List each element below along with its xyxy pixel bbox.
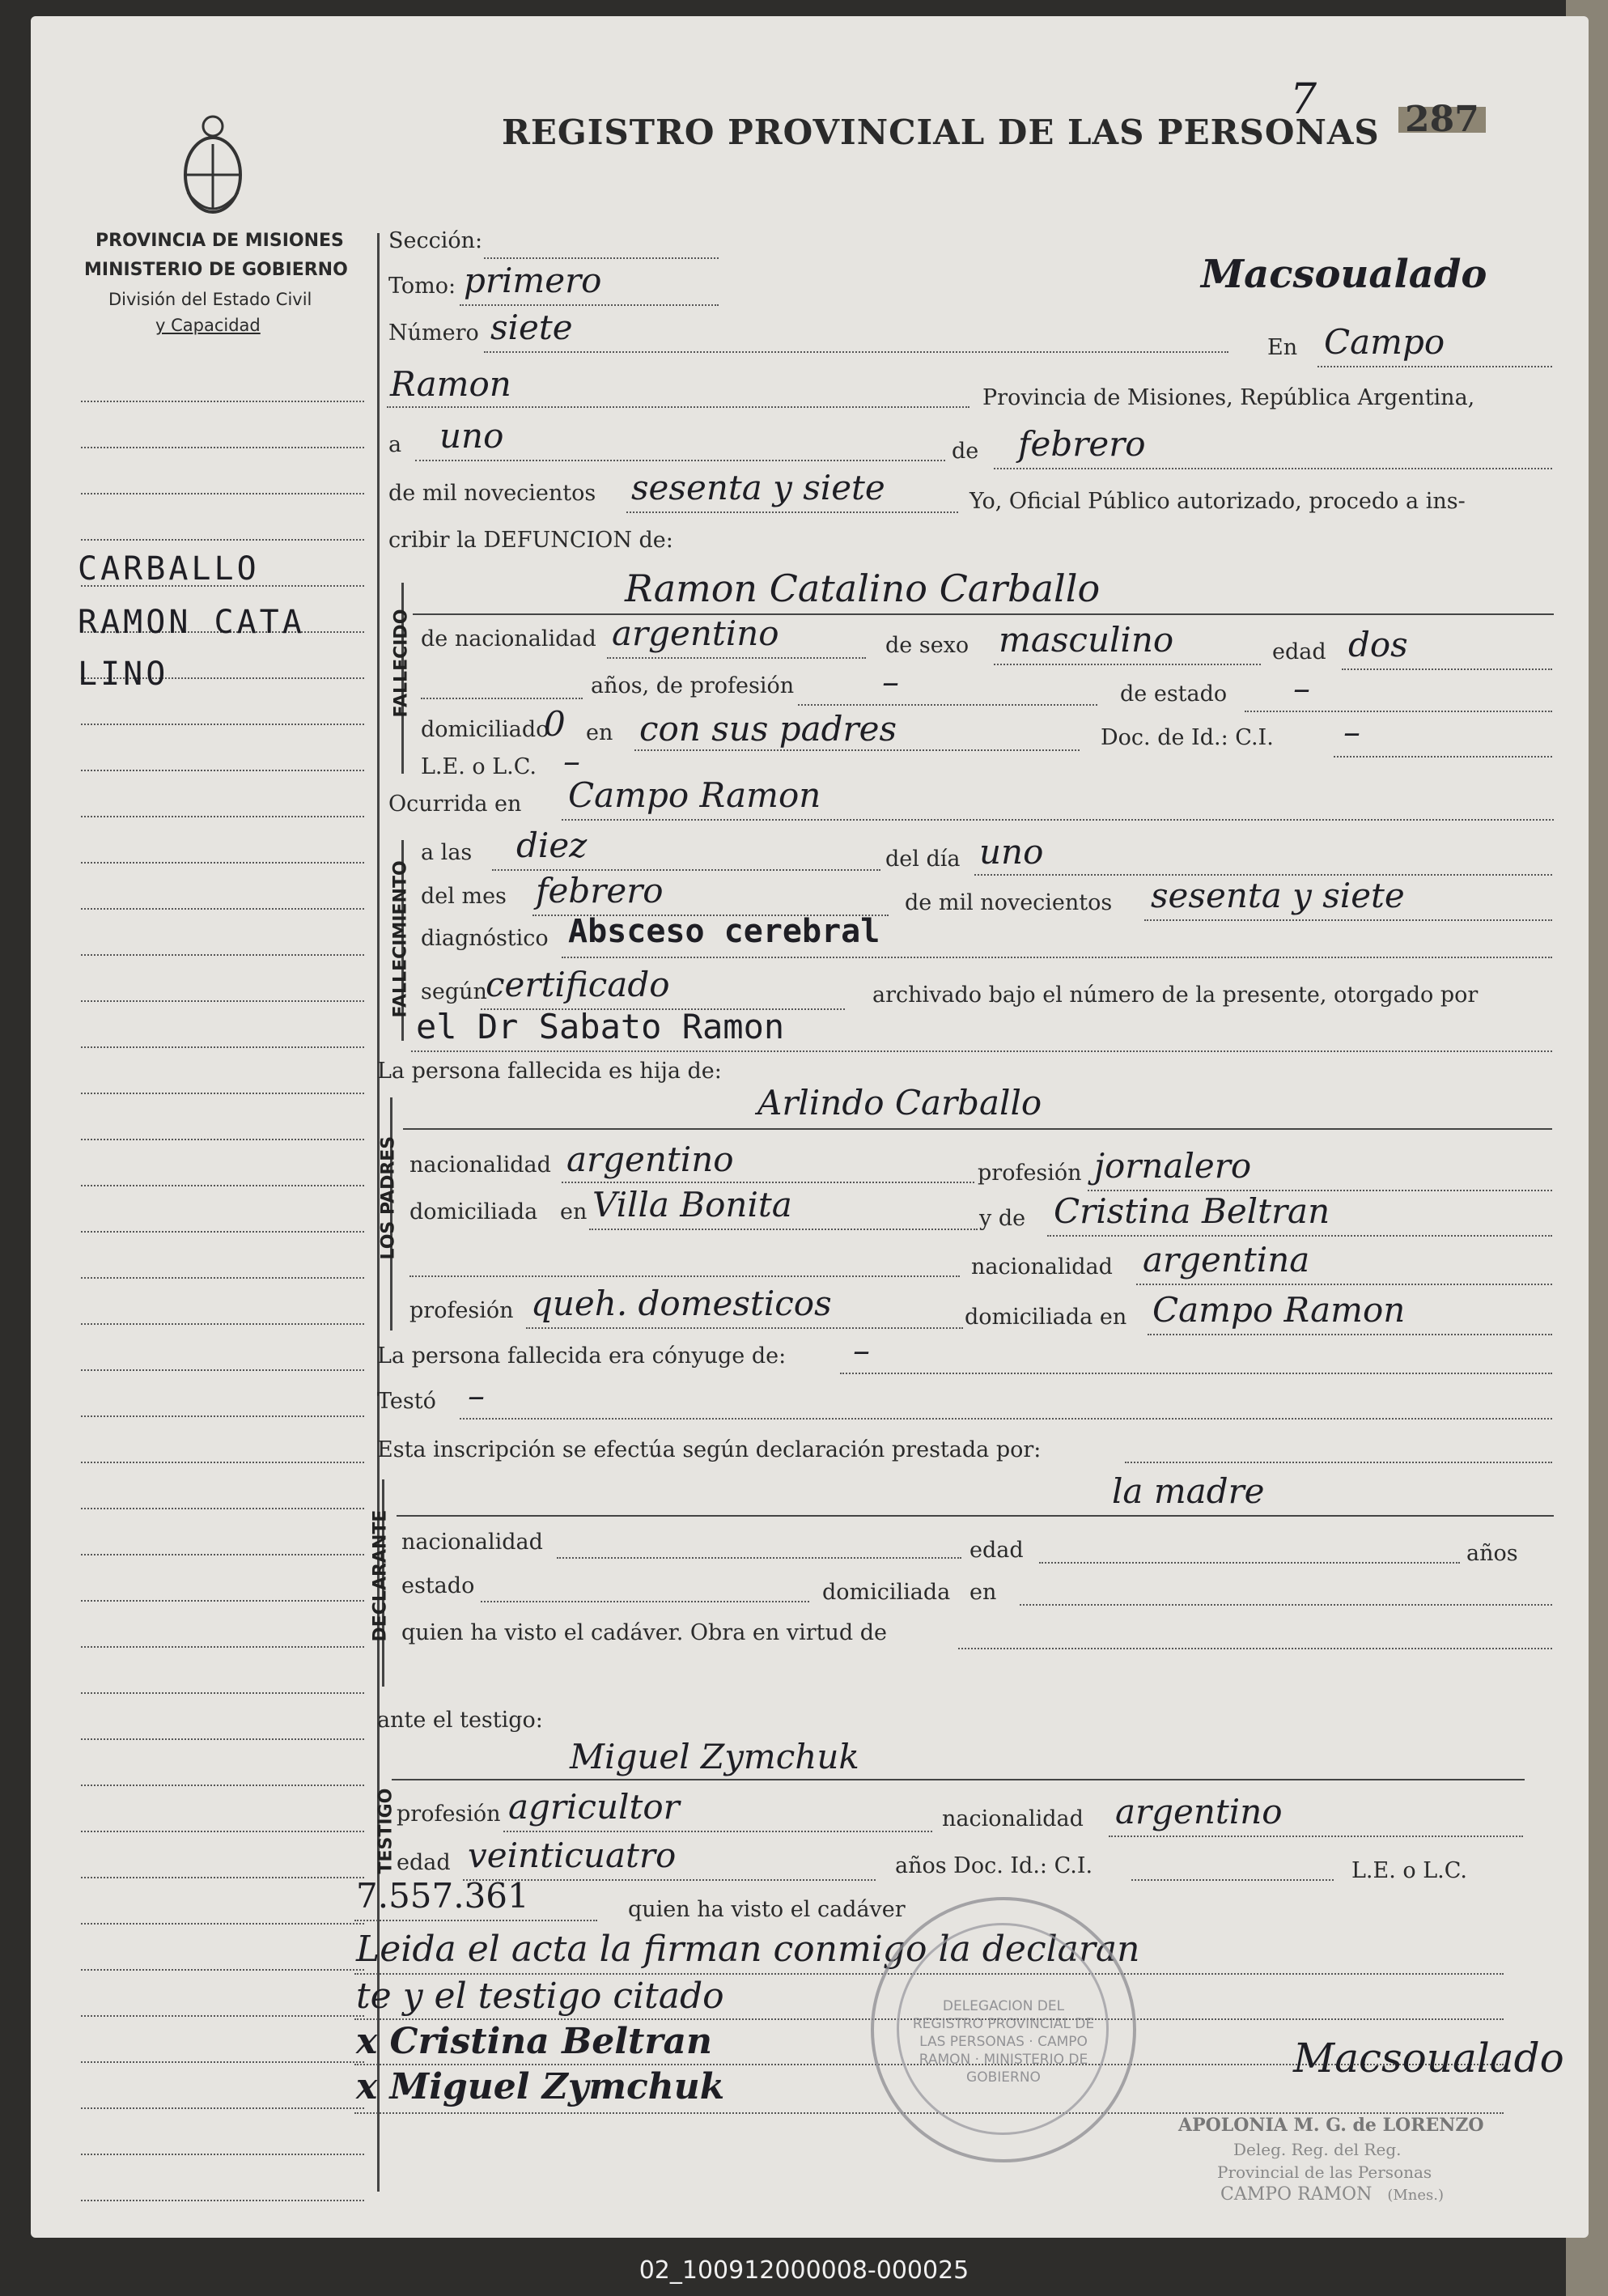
label-decl-en: en bbox=[969, 1580, 997, 1605]
label-test-nac: nacionalidad bbox=[942, 1806, 1084, 1831]
sexo-line bbox=[994, 664, 1261, 665]
testigo-line bbox=[392, 1779, 1525, 1780]
value-madre-prof: queh. domesticos bbox=[531, 1284, 832, 1323]
value-sexo: masculino bbox=[999, 620, 1174, 660]
label-test-le-lc: L.E. o L.C. bbox=[1351, 1858, 1468, 1883]
margin-rule bbox=[81, 401, 364, 402]
madre-prof-line bbox=[526, 1327, 963, 1329]
margin-rule bbox=[81, 816, 364, 817]
margin-rule bbox=[81, 2015, 364, 2017]
label-test-cadaver: quien ha visto el cadáver bbox=[628, 1897, 906, 1922]
padre-line bbox=[403, 1128, 1552, 1130]
value-ocurrida: Campo Ramon bbox=[568, 775, 821, 815]
label-doc-id: Doc. de Id.: C.I. bbox=[1101, 725, 1274, 750]
value-testigo: Miguel Zymchuk bbox=[570, 1737, 859, 1776]
label-padre-dom: domiciliada bbox=[409, 1199, 538, 1224]
value-padre-nac: argentino bbox=[566, 1140, 734, 1179]
margin-rule bbox=[81, 1969, 364, 1971]
registrar-signature-top: Macsoualado bbox=[1201, 252, 1487, 297]
section-declarante: DECLARANTE bbox=[370, 1509, 391, 1642]
value-del-dia: uno bbox=[979, 832, 1044, 872]
domicilio-line bbox=[634, 749, 1080, 751]
label-numero: Número bbox=[388, 320, 479, 346]
value-domicilio-num: 0 bbox=[544, 704, 566, 744]
label-tomo: Tomo: bbox=[388, 274, 456, 299]
margin-rule bbox=[81, 1093, 364, 1094]
label-test-edad: edad bbox=[397, 1850, 451, 1875]
label-padre-prof: profesión bbox=[978, 1161, 1082, 1186]
decl-edad-line bbox=[1039, 1562, 1460, 1564]
margin-rule bbox=[81, 1046, 364, 1048]
margin-rule bbox=[81, 1139, 364, 1140]
margin-rule bbox=[81, 1277, 364, 1279]
value-domicilio: con sus padres bbox=[639, 709, 897, 749]
numero-line bbox=[484, 351, 1228, 353]
label-edad: edad bbox=[1272, 639, 1326, 664]
label-conyuge: La persona fallecida era cónyuge de: bbox=[377, 1343, 787, 1369]
label-madre-prof: profesión bbox=[409, 1298, 514, 1323]
anio-line bbox=[626, 511, 958, 513]
value-nombre: Ramon Catalino Carballo bbox=[625, 567, 1101, 610]
label-del-dia: del día bbox=[885, 847, 961, 872]
value-del-mes: febrero bbox=[536, 871, 664, 910]
value-testo: – bbox=[468, 1376, 485, 1415]
label-hija-de: La persona fallecida es hija de: bbox=[377, 1059, 722, 1084]
value-segun: certificado bbox=[486, 965, 670, 1004]
value-padre-dom: Villa Bonita bbox=[592, 1185, 792, 1224]
margin-rule bbox=[81, 770, 364, 771]
official-place-name: CAMPO RAMON bbox=[1220, 2184, 1373, 2205]
value-doc-ci: – bbox=[1343, 712, 1360, 752]
coat-of-arms-icon bbox=[178, 112, 248, 225]
label-decl-cadaver: quien ha visto el cadáver. Obra en virtud de bbox=[401, 1620, 888, 1645]
otorgado-line bbox=[411, 1050, 1552, 1052]
label-decl-anos: años bbox=[1466, 1541, 1518, 1566]
margin-rule bbox=[81, 954, 364, 956]
margin-rule bbox=[81, 1692, 364, 1694]
authority-line-1: PROVINCIA DE MISIONES bbox=[95, 231, 344, 251]
label-decl-estado: estado bbox=[401, 1573, 475, 1598]
declarante-line bbox=[397, 1515, 1554, 1517]
padre-nac-line bbox=[562, 1182, 974, 1183]
margin-rule bbox=[81, 493, 364, 494]
registrar-signature: Macsoualado bbox=[1293, 2035, 1564, 2082]
estado-line bbox=[1245, 711, 1552, 712]
label-seccion: Sección: bbox=[388, 228, 483, 253]
anos-line bbox=[421, 698, 583, 699]
value-profesion: – bbox=[882, 662, 899, 702]
label-inscribir: cribir la DEFUNCION de: bbox=[388, 528, 673, 553]
dia-line bbox=[415, 460, 945, 461]
value-dia: uno bbox=[439, 416, 504, 456]
image-caption: 02_100912000008-000025 bbox=[639, 2256, 969, 2285]
nacionalidad-line bbox=[607, 657, 866, 659]
stamp-text: DELEGACION DEL REGISTRO PROVINCIAL DE LAS PERSONAS · CAMPO RAMON · MINISTERIO DE GOBIERNO bbox=[912, 1998, 1095, 2086]
value-lugar: Ramon bbox=[390, 364, 511, 404]
margin-rule bbox=[81, 1923, 364, 1925]
conyuge-line bbox=[840, 1373, 1552, 1374]
margin-rule bbox=[81, 1369, 364, 1371]
value-numero: siete bbox=[490, 308, 573, 347]
margin-rule bbox=[81, 539, 364, 541]
section-fallecimiento: FALLECIMIENTO bbox=[390, 860, 411, 1018]
madre-dom-line bbox=[1148, 1334, 1552, 1335]
label-ocurrida: Ocurrida en bbox=[388, 792, 522, 817]
blank-padres-line bbox=[409, 1275, 960, 1277]
value-le-lc: – bbox=[563, 741, 580, 781]
margin-rule bbox=[81, 1323, 364, 1325]
margin-rule bbox=[81, 862, 364, 864]
value-padre: Arlindo Carballo bbox=[757, 1083, 1042, 1123]
test-ci-num-line bbox=[354, 1920, 597, 1921]
nombre-line bbox=[413, 613, 1554, 615]
section-los-padres: LOS PADRES bbox=[378, 1135, 399, 1260]
label-yo: Yo, Oficial Público autorizado, procedo a ins- bbox=[969, 489, 1466, 514]
label-madre-dom: domiciliada en bbox=[965, 1305, 1127, 1330]
margin-note-3: LINO bbox=[78, 656, 169, 693]
en-line bbox=[1317, 366, 1552, 367]
label-nacionalidad: de nacionalidad bbox=[421, 626, 596, 651]
margin-rule bbox=[81, 1738, 364, 1740]
label-de: de bbox=[952, 439, 979, 464]
authority-line-3: División del Estado Civil bbox=[108, 290, 312, 309]
margin-rule bbox=[81, 2061, 364, 2063]
margin-rule bbox=[81, 1600, 364, 1602]
madre-line bbox=[1047, 1235, 1552, 1237]
document-page bbox=[31, 16, 1589, 2238]
tomo-line bbox=[460, 304, 719, 306]
value-declarante: la madre bbox=[1112, 1471, 1265, 1511]
label-domiciliado: domiciliado bbox=[421, 717, 549, 742]
doc-ci-line bbox=[1334, 756, 1552, 758]
value-madre-nac: argentina bbox=[1143, 1240, 1310, 1280]
value-test-prof: agricultor bbox=[508, 1787, 680, 1827]
value-madre: Cristina Beltran bbox=[1054, 1191, 1330, 1231]
decl-cadaver-line bbox=[958, 1648, 1552, 1649]
value-anio-fall: sesenta y siete bbox=[1151, 876, 1405, 915]
value-anio: sesenta y siete bbox=[631, 468, 885, 507]
test-ci-line bbox=[1131, 1879, 1334, 1881]
value-edad: dos bbox=[1348, 625, 1408, 664]
label-padre-nac: nacionalidad bbox=[409, 1152, 551, 1178]
margin-rule bbox=[81, 2200, 364, 2201]
margin-rule bbox=[81, 1785, 364, 1786]
label-archivado: archivado bajo el número de la presente, otorgado por bbox=[872, 982, 1479, 1008]
margin-rule bbox=[81, 1000, 364, 1002]
label-en: En bbox=[1267, 335, 1298, 360]
label-segun: según bbox=[421, 979, 487, 1004]
value-test-ci: 7.557.361 bbox=[356, 1876, 529, 1916]
label-testo: Testó bbox=[377, 1389, 436, 1414]
official-title-1: Deleg. Reg. del Reg. bbox=[1233, 2140, 1402, 2159]
margin-rule bbox=[81, 447, 364, 448]
lugar-line bbox=[387, 406, 969, 408]
testo-line bbox=[460, 1418, 1552, 1420]
margin-rule bbox=[81, 1646, 364, 1648]
value-madre-dom: Campo Ramon bbox=[1152, 1290, 1406, 1330]
margin-note-2: RAMON CATA bbox=[78, 604, 305, 641]
margin-rule bbox=[81, 1877, 364, 1878]
value-padre-prof: jornalero bbox=[1094, 1146, 1252, 1186]
label-de-mil-2: de mil novecientos bbox=[905, 890, 1113, 915]
closing-line-1: Leida el acta la firman conmigo la declaran bbox=[356, 1929, 1140, 1970]
mes-line bbox=[994, 468, 1552, 469]
official-stamp bbox=[871, 1897, 1136, 2162]
page-title: REGISTRO PROVINCIAL DE LAS PERSONAS bbox=[502, 112, 1380, 152]
official-name: APOLONIA M. G. de LORENZO bbox=[1178, 2115, 1484, 2136]
label-decl-dom: domiciliada bbox=[822, 1580, 951, 1605]
diagnostico-line bbox=[562, 957, 1552, 958]
edad-line bbox=[1342, 668, 1552, 670]
value-test-nac: argentino bbox=[1115, 1792, 1283, 1831]
margin-rule bbox=[81, 1231, 364, 1233]
value-diagnostico: Absceso cerebral bbox=[568, 913, 880, 950]
ocurrida-line bbox=[562, 819, 1554, 821]
authority-line-2: MINISTERIO DE GOBIERNO bbox=[84, 260, 348, 280]
label-sexo: de sexo bbox=[885, 633, 969, 658]
label-test-anos-doc: años Doc. Id.: C.I. bbox=[895, 1853, 1093, 1878]
closing-line-2: te y el testigo citado bbox=[356, 1976, 724, 2017]
official-place-suffix: (Mnes.) bbox=[1387, 2187, 1445, 2204]
value-tomo: primero bbox=[464, 261, 602, 300]
padre-dom-line bbox=[589, 1229, 978, 1230]
label-decl-edad: edad bbox=[969, 1538, 1024, 1563]
value-conyuge: – bbox=[853, 1330, 870, 1370]
section-fallecido: FALLECIDO bbox=[391, 609, 412, 718]
decl-dom-line bbox=[1020, 1604, 1552, 1606]
decl-estado-line bbox=[481, 1601, 809, 1602]
value-hora: diez bbox=[516, 825, 588, 865]
label-a-las: a las bbox=[421, 840, 473, 865]
anio-fall-line bbox=[1144, 919, 1552, 921]
label-test-prof: profesión bbox=[397, 1802, 501, 1827]
value-otorgado-por: el Dr Sabato Ramon bbox=[416, 1007, 785, 1046]
margin-rule bbox=[81, 1415, 364, 1417]
label-provincia: Provincia de Misiones, República Argentina, bbox=[982, 385, 1475, 410]
official-title-2: Provincial de las Personas bbox=[1217, 2162, 1432, 2182]
label-madre-nac: nacionalidad bbox=[971, 1254, 1113, 1280]
margin-rule bbox=[81, 1508, 364, 1509]
label-ante-testigo: ante el testigo: bbox=[377, 1708, 543, 1733]
margin-rule bbox=[81, 2107, 364, 2109]
label-de-mil: de mil novecientos bbox=[388, 481, 596, 506]
label-esta-inscripcion: Esta inscripción se efectúa según declaración prestada por: bbox=[377, 1437, 1042, 1462]
seccion-line bbox=[484, 257, 719, 259]
value-estado: – bbox=[1293, 668, 1310, 708]
signature-testigo: x Miguel Zymchuk bbox=[356, 2066, 725, 2107]
margin-note-1: CARBALLO bbox=[78, 550, 260, 588]
label-estado: de estado bbox=[1120, 681, 1228, 707]
folio-mark: 7 bbox=[1290, 75, 1317, 124]
margin-rule bbox=[81, 1554, 364, 1555]
signature-declarante: x Cristina Beltran bbox=[356, 2021, 712, 2062]
margin-rule bbox=[81, 724, 364, 725]
value-mes: febrero bbox=[1018, 424, 1146, 464]
label-decl-nac: nacionalidad bbox=[401, 1530, 543, 1555]
decl-nac-line bbox=[557, 1557, 961, 1559]
label-le-lc: L.E. o L.C. bbox=[421, 754, 537, 779]
margin-rule bbox=[81, 2154, 364, 2155]
test-nac-line bbox=[1109, 1836, 1523, 1837]
margin-rule bbox=[81, 1462, 364, 1463]
margin-rule bbox=[81, 908, 364, 910]
margin-rule bbox=[81, 1831, 364, 1832]
label-a: a bbox=[388, 432, 402, 457]
label-del-mes: del mes bbox=[421, 884, 507, 909]
authority-line-4: y Capacidad bbox=[155, 316, 261, 335]
official-place bbox=[1220, 2182, 1444, 2209]
value-nacionalidad: argentino bbox=[612, 613, 779, 653]
test-prof-line bbox=[503, 1831, 932, 1832]
section-testigo: TESTIGO bbox=[375, 1788, 397, 1874]
label-dom-en: en bbox=[586, 720, 613, 745]
label-anos-profesion: años, de profesión bbox=[591, 673, 795, 698]
value-en: Campo bbox=[1324, 322, 1445, 362]
label-diagnostico: diagnóstico bbox=[421, 926, 549, 951]
value-test-edad: veinticuatro bbox=[468, 1836, 677, 1875]
declaracion-line bbox=[1125, 1462, 1552, 1463]
page-number: 287 bbox=[1398, 107, 1486, 133]
label-padre-dom-en: en bbox=[560, 1199, 588, 1224]
margin-rule bbox=[81, 1185, 364, 1186]
madre-nac-line bbox=[1136, 1284, 1552, 1285]
profesion-line bbox=[798, 704, 1097, 706]
label-y-de: y de bbox=[979, 1206, 1026, 1231]
